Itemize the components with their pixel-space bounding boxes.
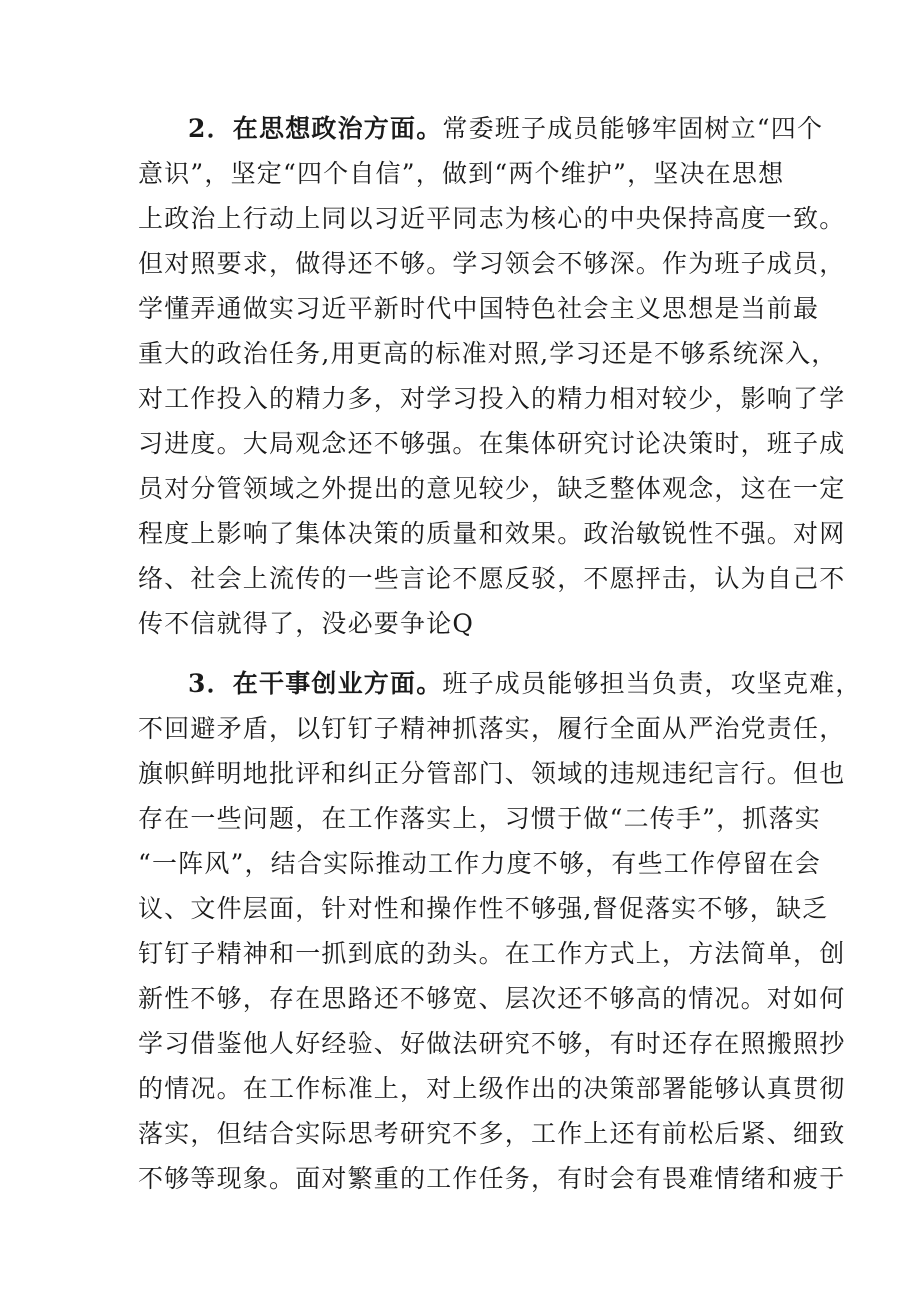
section-heading: 3．在干事创业方面。	[188, 669, 443, 698]
text-line: 不够等现象。面对繁重的工作任务，有时会有畏难情绪和疲于	[138, 1164, 846, 1193]
text-line: 学懂弄通做实习近平新时代中国特色社会主义思想是当前最	[138, 294, 820, 323]
section-heading: 2．在思想政治方面。	[188, 114, 443, 143]
text-line: 员对分管领域之外提出的意见较少，缺乏整体观念，这在一定	[138, 474, 846, 503]
text-line: 习进度。大局观念还不够强。在集体研究讨论决策时，班子成	[138, 429, 846, 458]
text-line: 的情况。在工作标准上，对上级作出的决策部署能够认真贯彻	[138, 1074, 846, 1103]
paragraph-first-line	[138, 106, 824, 151]
text-line: 重大的政治任务,用更高的标准对照,学习还是不够系统深入，	[138, 339, 838, 368]
text-line: 议、文件层面，针对性和操作性不够强,督促落实不够，缺乏	[138, 894, 829, 923]
paragraph-entrepreneurship	[138, 661, 862, 1201]
text-line: 程度上影响了集体决策的质量和效果。政治敏锐性不强。对网	[138, 519, 846, 548]
text-line: 落实，但结合实际思考研究不多，工作上还有前松后紧、细致	[138, 1119, 846, 1148]
text-line: 新性不够，存在思路还不够宽、层次还不够高的情况。对如何	[138, 984, 846, 1013]
text-line: 络、社会上流传的一些言论不愿反驳，不愿抨击，认为自己不	[138, 564, 846, 593]
text-line: 传不信就得了，没必要争论Q	[138, 609, 475, 638]
text-line: 上政治上行动上同以习近平同志为核心的中央保持高度一致。	[138, 204, 846, 233]
text-line: 意识”，坚定“四个自信”，做到“两个维护”，坚决在思想	[138, 159, 785, 188]
text-line: 钉钉子精神和一抓到底的劲头。在工作方式上，方法简单，创	[138, 939, 846, 968]
paragraph-first-line	[138, 661, 862, 706]
text-line: 旗帜鲜明地批评和纠正分管部门、领域的违规违纪言行。但也	[138, 759, 846, 788]
paragraph-ideology-politics	[138, 106, 846, 646]
text-line: 学习借鉴他人好经验、好做法研究不够，有时还存在照搬照抄	[138, 1029, 846, 1058]
text-line: 对工作投入的精力多，对学习投入的精力相对较少，影响了学	[138, 384, 846, 413]
text-line: “一阵风”，结合实际推动工作力度不够，有些工作停留在会	[138, 849, 821, 878]
text-line: 存在一些问题，在工作落实上，习惯于做“二传手”，抓落实	[138, 804, 821, 833]
text-line: 班子成员能够担当负责，攻坚克难，	[442, 669, 862, 698]
text-line: 但对照要求，做得还不够。学习领会不够深。作为班子成员，	[138, 249, 846, 278]
text-line: 不回避矛盾，以钉钉子精神抓落实，履行全面从严治党责任，	[138, 714, 846, 743]
text-line: 常委班子成员能够牢固树立“四个	[442, 114, 824, 143]
